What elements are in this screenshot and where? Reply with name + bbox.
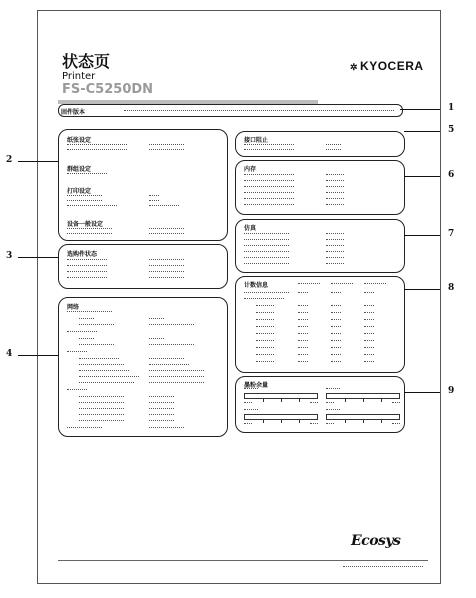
text-line	[364, 326, 374, 329]
text-line	[256, 305, 274, 308]
text-line	[79, 396, 124, 399]
interface-block-box	[235, 131, 405, 157]
text-line	[67, 265, 107, 268]
text-line	[326, 198, 344, 201]
text-line	[326, 192, 344, 195]
text-line	[149, 364, 189, 367]
paper-settings-heading: 纸张设定	[67, 137, 92, 144]
status-page	[37, 10, 441, 584]
text-line	[149, 200, 159, 203]
text-line	[79, 324, 114, 327]
toner-gauge	[244, 414, 318, 420]
text-line	[326, 186, 344, 189]
callout-number-2: 2	[6, 155, 13, 165]
text-line	[364, 292, 374, 295]
memory-box	[235, 160, 405, 215]
text-line	[149, 265, 184, 268]
text-line	[67, 259, 107, 262]
text-line	[79, 402, 124, 405]
text-line	[79, 364, 124, 367]
text-line	[244, 198, 294, 201]
callout-number-3: 3	[6, 251, 13, 261]
text-line	[256, 340, 274, 343]
text-line	[326, 251, 344, 254]
text-line	[298, 312, 308, 315]
firmware-dots	[124, 110, 394, 113]
text-line	[326, 388, 340, 391]
text-line	[149, 370, 204, 373]
text-line	[364, 361, 374, 364]
callout-number-1: 1	[448, 103, 455, 113]
text-line	[331, 283, 353, 286]
firmware-box	[58, 104, 403, 117]
text-line	[244, 149, 294, 152]
text-line	[326, 180, 344, 183]
text-line	[310, 402, 318, 405]
text-line	[149, 233, 184, 236]
text-line	[331, 347, 341, 350]
text-line	[79, 376, 139, 379]
callout-line-8	[404, 289, 440, 290]
group-settings-heading: 群组设定	[67, 166, 92, 173]
printer-model: FS-C5250DN	[62, 82, 154, 97]
callout-line-2	[18, 161, 58, 162]
text-line	[244, 298, 284, 301]
text-line	[364, 347, 374, 350]
callout-number-4: 4	[6, 349, 13, 359]
text-line	[149, 318, 164, 321]
text-line	[298, 283, 320, 286]
toner-box	[235, 376, 405, 433]
ecosys-logo: Ecosys	[351, 533, 401, 549]
text-line	[326, 257, 344, 260]
text-line	[244, 186, 294, 189]
text-line	[326, 423, 334, 426]
general-settings-heading: 设备一般设定	[67, 221, 104, 228]
text-line	[67, 228, 112, 231]
toner-gauge	[326, 414, 400, 420]
network-heading: 网络	[67, 304, 80, 311]
counter-info-box	[235, 276, 405, 373]
text-line	[67, 200, 102, 203]
text-line	[298, 354, 308, 357]
callout-line-1	[400, 109, 440, 110]
kyocera-logo-icon: ✲	[350, 62, 359, 72]
text-line	[244, 292, 289, 295]
footer-text-line	[343, 566, 423, 569]
callout-line-7	[404, 235, 440, 236]
text-line	[149, 144, 184, 147]
gauge-tick	[263, 399, 264, 402]
callout-line-4	[18, 355, 58, 356]
text-line	[392, 402, 400, 405]
gauge-tick	[281, 399, 282, 402]
text-line	[256, 319, 274, 322]
gauge-tick	[363, 420, 364, 423]
text-line	[244, 239, 289, 242]
text-line	[331, 292, 341, 295]
text-line	[79, 344, 114, 347]
text-line	[79, 414, 124, 417]
text-line	[67, 427, 102, 430]
text-line	[149, 277, 184, 280]
text-line	[149, 396, 174, 399]
callout-number-8: 8	[448, 283, 455, 293]
gauge-tick	[345, 420, 346, 423]
text-line	[149, 228, 184, 231]
text-line	[364, 333, 374, 336]
text-line	[298, 305, 308, 308]
text-line	[326, 263, 344, 266]
text-line	[79, 370, 129, 373]
text-line	[244, 257, 289, 260]
text-line	[244, 251, 289, 254]
interface-block-heading: 接口阻止	[244, 137, 269, 144]
text-line	[149, 382, 204, 385]
text-line	[326, 239, 344, 242]
text-line	[331, 305, 341, 308]
text-line	[149, 358, 184, 361]
text-line	[149, 427, 184, 430]
toner-gauge	[326, 393, 400, 399]
text-line	[364, 305, 374, 308]
text-line	[149, 338, 164, 341]
page-subtitle: Printer	[62, 71, 96, 82]
text-line	[326, 245, 344, 248]
text-line	[326, 233, 344, 236]
text-line	[326, 409, 340, 412]
text-line	[364, 319, 374, 322]
text-line	[326, 149, 341, 152]
options-status-heading: 选购件状态	[67, 251, 98, 258]
text-line	[256, 312, 274, 315]
text-line	[67, 233, 112, 236]
text-line	[244, 233, 289, 236]
text-line	[310, 423, 318, 426]
text-line	[149, 195, 159, 198]
gauge-tick	[263, 420, 264, 423]
text-line	[67, 351, 87, 354]
callout-line-5	[404, 131, 440, 132]
text-line	[364, 354, 374, 357]
text-line	[364, 312, 374, 315]
text-line	[256, 347, 274, 350]
text-line	[331, 312, 341, 315]
text-line	[149, 205, 179, 208]
text-line	[326, 174, 344, 177]
text-line	[244, 409, 258, 412]
gauge-tick	[299, 399, 300, 402]
memory-heading: 内存	[244, 166, 257, 173]
gauge-tick	[281, 420, 282, 423]
options-status-box	[58, 244, 228, 289]
text-line	[298, 340, 308, 343]
emulation-box	[235, 219, 405, 273]
settings-box	[58, 129, 228, 241]
text-line	[298, 292, 308, 295]
text-line	[149, 324, 194, 327]
counter-info-heading: 计数信息	[244, 282, 269, 289]
footer-rule	[58, 560, 428, 561]
text-line	[331, 326, 341, 329]
text-line	[364, 340, 374, 343]
emulation-heading: 仿真	[244, 225, 257, 232]
text-line	[298, 347, 308, 350]
text-line	[67, 149, 127, 152]
kyocera-logo	[350, 59, 424, 73]
text-line	[298, 319, 308, 322]
text-line	[244, 204, 294, 207]
gauge-tick	[381, 399, 382, 402]
text-line	[149, 259, 184, 262]
text-line	[326, 204, 344, 207]
text-line	[149, 408, 174, 411]
text-line	[67, 144, 127, 147]
text-line	[67, 195, 102, 198]
text-line	[331, 361, 341, 364]
callout-line-3	[18, 257, 58, 258]
text-line	[149, 149, 184, 152]
network-box	[58, 297, 228, 437]
text-line	[67, 205, 117, 208]
page-title: 状态页	[62, 52, 111, 71]
text-line	[331, 354, 341, 357]
text-line	[244, 402, 252, 405]
text-line	[244, 174, 294, 177]
text-line	[392, 423, 400, 426]
toner-heading: 墨粉余量	[244, 382, 269, 389]
text-line	[256, 326, 274, 329]
text-line	[67, 311, 112, 314]
callout-line-9	[404, 392, 440, 393]
toner-gauge	[244, 393, 318, 399]
text-line	[67, 389, 87, 392]
text-line	[149, 376, 204, 379]
text-line	[244, 192, 294, 195]
firmware-label: 固件版本	[61, 109, 86, 116]
logo-text: KYOCERA	[360, 59, 424, 73]
text-line	[149, 420, 174, 423]
text-line	[67, 271, 107, 274]
text-line	[326, 402, 334, 405]
text-line	[149, 271, 184, 274]
text-line	[149, 402, 174, 405]
text-line	[79, 318, 94, 321]
callout-number-5: 5	[448, 125, 455, 135]
text-line	[364, 283, 386, 286]
text-line	[256, 354, 274, 357]
text-line	[256, 361, 274, 364]
text-line	[244, 180, 294, 183]
text-line	[244, 144, 294, 147]
text-line	[79, 338, 94, 341]
text-line	[79, 358, 119, 361]
text-line	[79, 408, 124, 411]
text-line	[67, 173, 107, 176]
text-line	[67, 277, 107, 280]
callout-line-6	[404, 176, 440, 177]
callout-number-6: 6	[448, 170, 455, 180]
text-line	[149, 414, 174, 417]
print-settings-heading: 打印设定	[67, 188, 92, 195]
text-line	[256, 333, 274, 336]
text-line	[79, 420, 124, 423]
text-line	[244, 245, 289, 248]
text-line	[149, 344, 194, 347]
text-line	[244, 423, 252, 426]
text-line	[79, 382, 134, 385]
callout-number-9: 9	[448, 386, 455, 396]
text-line	[331, 319, 341, 322]
text-line	[331, 333, 341, 336]
text-line	[244, 388, 258, 391]
text-line	[298, 361, 308, 364]
gauge-tick	[363, 399, 364, 402]
text-line	[326, 144, 341, 147]
gauge-tick	[381, 420, 382, 423]
gauge-tick	[299, 420, 300, 423]
text-line	[298, 326, 308, 329]
text-line	[67, 331, 97, 334]
callout-number-7: 7	[448, 229, 455, 239]
text-line	[244, 263, 289, 266]
text-line	[331, 340, 341, 343]
text-line	[298, 333, 308, 336]
gauge-tick	[345, 399, 346, 402]
